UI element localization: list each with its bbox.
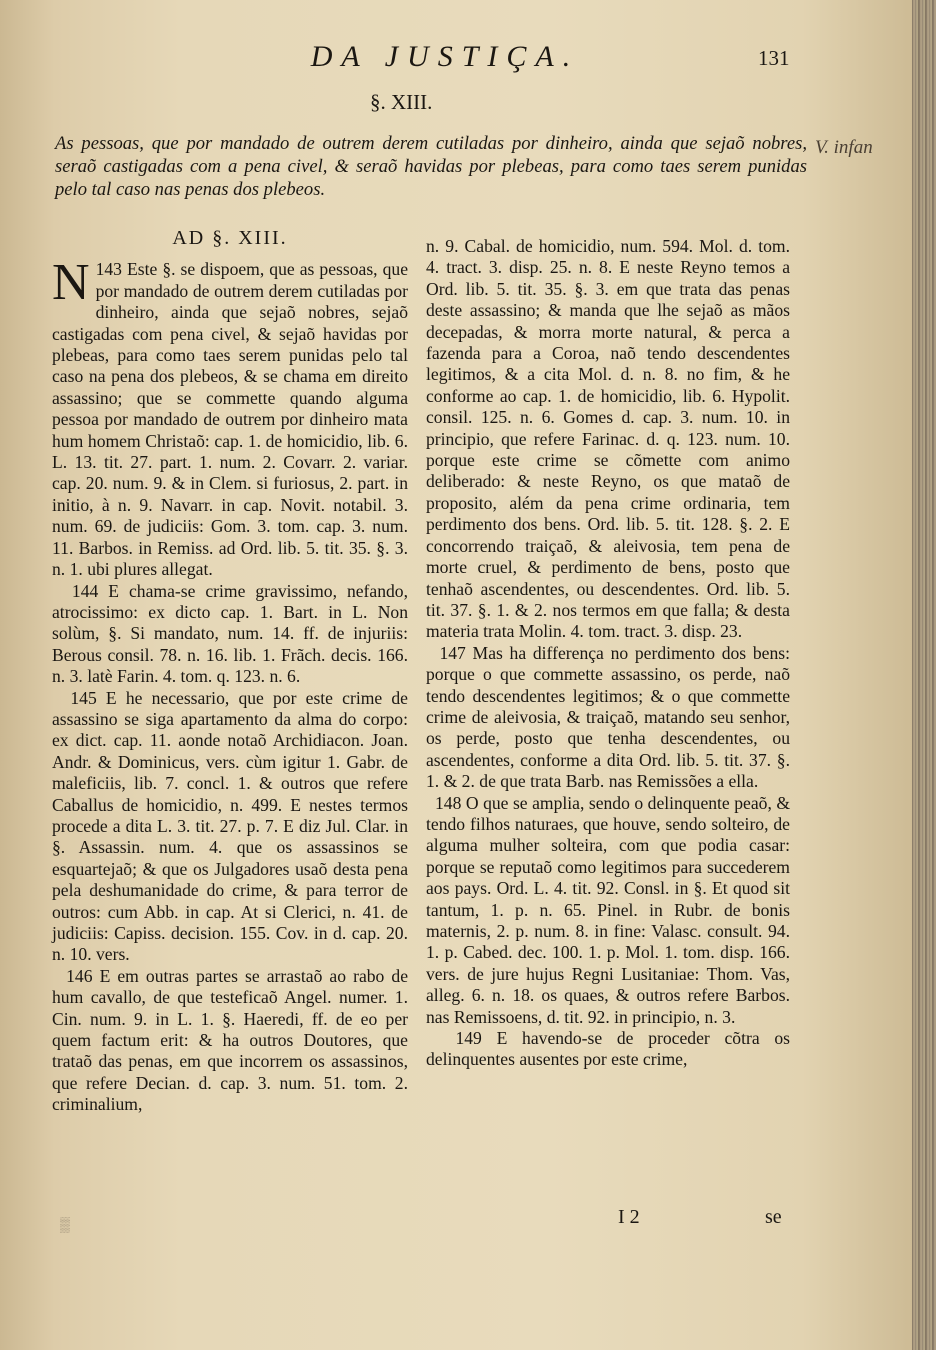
paragraph-148 bbox=[426, 793, 790, 1028]
paragraph-continued bbox=[426, 236, 790, 643]
paragraph-147 bbox=[426, 643, 790, 793]
catchword: se bbox=[765, 1206, 782, 1228]
paragraph-149 bbox=[426, 1028, 790, 1071]
paragraph-number: 146 bbox=[66, 965, 93, 986]
paragraph-text: Mas ha differença no perdimento dos bens: porque o que commette assassino, os perde, naõ tendo descendentes legitimos; & o que commette crime de aleivosia, & traiçaõ, matando seu senhor, os perde, posto que tenha descendentes, ou ascendentes, conforme a dita Ord. lib. 5. tit. 37. §. 1. & 2. de que trata Barb. nas Remissões a ella. bbox=[426, 642, 791, 792]
paragraph-144 bbox=[52, 581, 408, 688]
paragraph-text: n. 9. Cabal. de homicidio, num. 594. Mol. d. tom. 4. tract. 3. disp. 25. n. 8. E neste Reyno temos a Ord. lib. 5. tit. 35. §. 3. em que trata das penas deste assassino; & manda que lhe sejaõ as mãos decepadas, & morra morte natural, & perca a fazenda para a Coroa, naõ tendo descendentes legitimos, & a cita Mol. d. n. 8. no fim, & he conforme ao cap. 1. de homicidio, lib. 6. Hypolit. consil. 125. n. 6. Gomes d. cap. 3. num. 10. in principio, que refere Farinac. d. q. 123. num. 10. porque este crime se cõmette com animo deliberado: & neste Reyno, os que mataõ de proposito, além da pena crime ordinaria, tem perdimento dos bens. Ord. lib. 5. tit. 128. §. 2. E concorrendo traiçaõ, & aleivosia, tem pena de morte cruel, & perdimento de bens, posto que tenhaõ ascendentes, ou descendentes. Ord. lib. 5. tit. 37. §. 1. & 2. nos termos em que falla; & desta materia trata Molin. 4. tom. tract. 3. disp. 23. bbox=[426, 236, 790, 642]
right-column bbox=[426, 236, 790, 1071]
paragraph-text: E em outras partes se arrastaõ ao rabo de hum cavallo, de que testeficaõ Angel. numer. 1. Cin. num. 9. in L. 1. §. Haeredi, ff. de eo per quem factum erit: & ha outros Doutores, que trataõ das penas, em que incorrem os assassinos, que refere Decian. d. cap. 3. num. 51. tom. 2. criminalium, bbox=[52, 965, 409, 1115]
ink-blot: ▒ bbox=[60, 1218, 70, 1233]
paragraph-146 bbox=[52, 966, 408, 1116]
paragraph-number: 147 bbox=[439, 642, 466, 663]
section-title: §. XIII. bbox=[370, 90, 433, 114]
paragraph-number: 148 bbox=[434, 792, 462, 813]
paragraph-text: E havendo-se de proceder cõtra os delinquentes ausentes por este crime, bbox=[426, 1028, 791, 1070]
commentary-heading: AD §. XIII. bbox=[172, 227, 288, 249]
paragraph-number: 144 bbox=[71, 580, 99, 601]
section-summary: As pessoas, que por mandado de outrem derem cutiladas por dinheiro, ainda que sejaõ nobres, seraõ castigadas com a pena civel, & seraõ havidas por plebeas, para como taes serem punidas pelo tal caso nas penas dos plebeos. bbox=[55, 133, 807, 200]
paragraph-number: 143 bbox=[95, 259, 122, 280]
page-edge bbox=[912, 0, 936, 1350]
running-head: DA JUSTIÇA. bbox=[310, 40, 580, 73]
drop-cap: N bbox=[52, 254, 90, 312]
paragraph-143 bbox=[52, 254, 409, 580]
paragraph-number: 145 bbox=[70, 687, 97, 708]
signature-mark: I 2 bbox=[618, 1206, 640, 1228]
paragraph-text: E chama-se crime gravissimo, nefando, atrocissimo: ex dicto cap. 1. Bart. in L. Non solùm, §. Si mandato, num. 14. ff. de injuriis: Berous consil. 78. n. 16. lib. 1. Frãch. decis. 166. n. 3. latè Farin. 4. tom. q. 123. n. 6. bbox=[52, 580, 409, 687]
left-column bbox=[52, 228, 408, 1116]
paragraph-text: E he necessario, que por este crime de assassino se siga apartamento da alma do corpo: ex dict. cap. 11. aonde notaõ Archidiacon. Joan. Andr. & Dominicus, vers. cùm igitur 1. Gabr. de maleficiis, lib. 7. concl. 1. & outros que refere Caballus de homicidio, n. 499. E nestes termos procede a dita L. 3. tit. 27. p. 7. E diz Jul. Clar. in §. Assassin. num. 4. que os assassinos se esquartejaõ; & que os Julgadores usaõ desta pena pela deshumanidade do crime, & para terror de outros: cum Abb. in cap. At si Clerici, n. 41. de judiciis: Capiss. decision. 155. Cov. in d. cap. 20. n. 10. vers. bbox=[52, 687, 408, 965]
paragraph-145 bbox=[52, 688, 408, 966]
paragraph-number: 149 bbox=[455, 1028, 482, 1049]
handwritten-marginal-note: V. infan bbox=[815, 137, 873, 158]
paragraph-text: Este §. se dispoem, que as pessoas, que por mandado de outrem derem cutiladas por dinheiro, ainda que sejaõ nobres, sejaõ castigadas com pena civel, & sejaõ havidas por plebeas, para como taes serem punidas pelo tal caso na pena dos plebeos, & se chama em direito assassino; que se commette quando alguma pessoa por mandado de outrem por dinheiro mata hum homem Christaõ: cap. 1. de homicidio, lib. 6. L. 13. tit. 27. part. 1. num. 2. Covarr. 2. variar. cap. 20. num. 9. & in Clem. si furiosus, 2. part. in initio, à n. 9. Navarr. in cap. Novit. notabil. 3. num. 69. de judiciis: Gom. 3. tom. cap. 3. num. 11. Barbos. in Remiss. ad Ord. lib. 5. tit. 35. §. 3. n. 1. ubi plures allegat. bbox=[52, 259, 409, 580]
paragraph-text: O que se amplia, sendo o delinquente peaõ, & tendo filhos naturaes, que houve, sendo solteiro, de alguma mulher solteira, com que podia casar: porque se reputaõ como legitimos para succederem aos pays. Ord. L. 4. tit. 92. Consl. in §. Et quod sit tantum, 1. p. n. 65. Pinel. in Rubr. de bonis maternis, 2. p. num. 8. in fine: Valasc. consult. 94. 1. p. Cabed. dec. 100. 1. p. Mol. 1. tom. disp. 166. vers. de jure hujus Regni Lusitaniae: Thom. Vas, alleg. 6. n. 18. os quaes, & outros refere Barbos. nas Remissoens, d. tit. 92. in principio, n. 3. bbox=[426, 792, 791, 1027]
page-number: 131 bbox=[758, 46, 790, 70]
